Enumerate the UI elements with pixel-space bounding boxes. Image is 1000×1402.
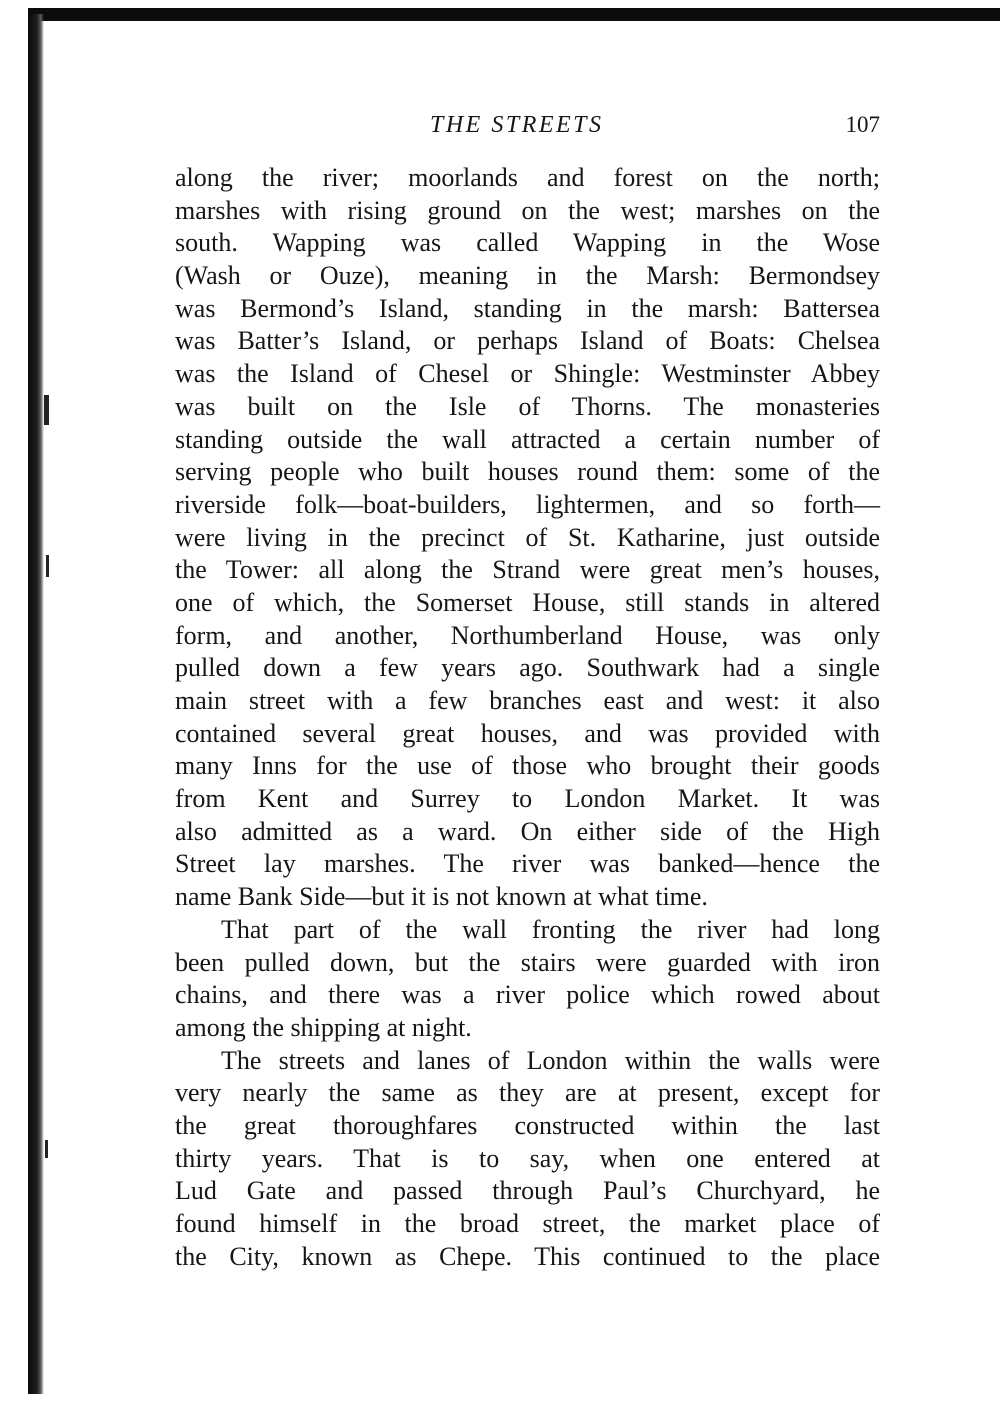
- text-line: among the shipping at night.: [175, 1012, 472, 1042]
- text-line: pulled down a few years ago. Southwark had a single: [175, 653, 880, 683]
- text-line: contained several great houses, and was provided with: [175, 718, 880, 748]
- text-line: form, and another, Northumberland House, was only: [175, 620, 880, 650]
- text-line: chains, and there was a river police which rowed about: [175, 980, 880, 1010]
- text-line: was built on the Isle of Thorns. The monasteries: [175, 391, 880, 421]
- text-line: one of which, the Somerset House, still stands in altered: [175, 587, 880, 617]
- text-line: from Kent and Surrey to London Market. It was: [175, 784, 880, 814]
- text-line: Lud Gate and passed through Paul’s Churchyard, he: [175, 1176, 880, 1206]
- text-line: the great thoroughfares constructed within the last: [175, 1110, 880, 1140]
- text-line: were living in the precinct of St. Katharine, just outside: [175, 522, 880, 552]
- page-top-border: [28, 8, 1000, 21]
- book-spine-shadow: [28, 14, 44, 1394]
- text-line: standing outside the wall attracted a certain number of: [175, 424, 880, 454]
- text-line: main street with a few branches east and west: it also: [175, 686, 880, 715]
- text-line: riverside folk—boat-builders, lightermen, and so forth—: [175, 489, 880, 519]
- spine-speck: [44, 395, 49, 425]
- text-line: also admitted as a ward. On either side of the High: [175, 816, 880, 846]
- text-line: very nearly the same as they are at present, except for: [175, 1078, 880, 1108]
- text-line: serving people who built houses round them: some of the: [175, 457, 880, 487]
- running-head: [175, 112, 880, 142]
- text-line: Street lay marshes. The river was banked—hence the: [175, 849, 880, 879]
- text-line: along the river; moorlands and forest on the north;: [175, 163, 880, 192]
- text-line: thirty years. That is to say, when one entered at: [175, 1143, 880, 1173]
- text-line: the City, known as Chepe. This continued to the place: [175, 1241, 880, 1271]
- text-line: was Batter’s Island, or perhaps Island of Boats: Chelsea: [175, 326, 880, 356]
- text-line: was Bermond’s Island, standing in the marsh: Battersea: [175, 293, 880, 323]
- page-number: 107: [845, 112, 880, 137]
- paragraph-1: [175, 162, 880, 914]
- text-line: marshes with rising ground on the west; marshes on the: [175, 195, 880, 225]
- text-line: found himself in the broad street, the market place of: [175, 1209, 880, 1238]
- text-line: many Inns for the use of those who brought their goods: [175, 751, 880, 781]
- text-line: (Wash or Ouze), meaning in the Marsh: Bermondsey: [175, 261, 880, 291]
- spine-speck: [46, 555, 49, 577]
- running-title: THE STREETS: [430, 112, 604, 138]
- text-line: name Bank Side—but it is not known at what time.: [175, 882, 708, 912]
- paragraph-3: [175, 1045, 880, 1274]
- text-line: The streets and lanes of London within the walls were: [221, 1045, 880, 1075]
- text-line: the Tower: all along the Strand were great men’s houses,: [175, 555, 880, 585]
- spine-speck: [45, 1140, 48, 1158]
- body-text: [175, 162, 880, 1273]
- paragraph-2: [175, 914, 880, 1045]
- text-line: was the Island of Chesel or Shingle: Westminster Abbey: [175, 359, 880, 389]
- text-line: south. Wapping was called Wapping in the Wose: [175, 228, 880, 258]
- text-line: been pulled down, but the stairs were guarded with iron: [175, 947, 880, 977]
- text-line: That part of the wall fronting the river had long: [221, 914, 880, 944]
